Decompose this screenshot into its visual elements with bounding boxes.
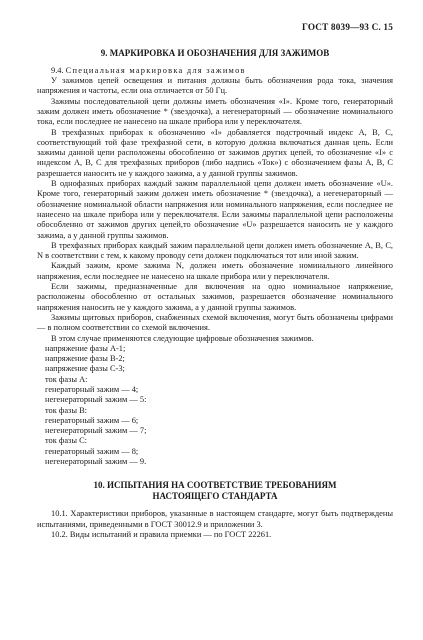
paragraph: В трехфазных приборах каждый зажим параллельной цепи должен иметь обозначение А, В, С, N в соответствии с тем, к какому проводу сети должен подключаться тот или иной зажим. (37, 240, 393, 261)
list-item: напряжение фазы В-2; (45, 354, 125, 364)
page-header: ГОСТ 8039—93 С. 15 (302, 22, 393, 32)
section-10-title-line2: НАСТОЯЩЕГО СТАНДАРТА (152, 490, 278, 501)
list-item: негенераторный зажим — 7; (45, 426, 147, 436)
paragraph: Зажимы щитовых приборов, снабженных схемой включения, могут быть обозначены цифрами — в полном соответствии со схемой включения. (37, 312, 393, 333)
list-item: генераторный зажим — 8; (45, 446, 139, 456)
list-item: ток фазы В: (45, 405, 87, 415)
paragraph: Зажимы последовательной цепи должны иметь обозначения «I». Кроме того, генераторный зажим должен иметь обозначение * (звездочка), а негенераторный — обозначение номинального тока, если последнее не нанесено на шкале прибора или у переключателя. (37, 96, 393, 127)
list-item: негенераторный зажим — 5: (45, 395, 147, 405)
paragraph: 10.2. Виды испытаний и правила приемки — по ГОСТ 22261. (51, 529, 272, 539)
clause-number: 9.4. (51, 65, 64, 75)
paragraph: 10.1. Характеристики приборов, указанные в настоящем стандарте, могут быть подтверждены испытаниями, приведенными в ГОСТ 30012.9 и приложении 3. (37, 509, 393, 529)
paragraph: В трехфазных приборах к обозначению «I» добавляется подстрочный индекс А, В, С, соответствующий той фазе трехфазной сети, в которую должна включаться данная цепь. Если зажимы данной цепи расположены обособленно от зажимов других цепей, то обозначение «I» с индексом А, В, С для трехфазных приборов (либо надпись «Ток») с обозначением фазы А, В, С разрешается наносить не у каждого зажима, а у данной группы зажимов. (37, 127, 393, 178)
section-10-title (37, 480, 393, 501)
paragraph: В этом случае применяются следующие цифровые обозначения зажимов. (51, 333, 314, 343)
section-9-title: 9. МАРКИРОВКА И ОБОЗНАЧЕНИЯ ДЛЯ ЗАЖИМОВ (100, 48, 330, 59)
list-item: ток фазы С: (45, 436, 87, 446)
paragraph: У зажимов цепей освещения и питания должны быть обозначения рода тока, значения напряжения и частоты, если она отличается от 50 Гц. (37, 76, 393, 96)
clause-9-4-heading (37, 66, 393, 76)
paragraph: Каждый зажим, кроме зажима N, должен иметь обозначение номинального линейного напряжения, если последнее не нанесено на шкале прибора или у переключателя. (37, 261, 393, 281)
terminal-designation-list (37, 344, 393, 468)
clause-heading-text: Специальная маркировка для зажимов (65, 65, 246, 75)
section-10-title-line1: 10. ИСПЫТАНИЯ НА СООТВЕТСТВИЕ ТРЕБОВАНИЯМ (93, 480, 337, 491)
list-item: напряжение фазы А-1; (45, 343, 126, 353)
list-item: генераторный зажим — 4; (45, 385, 139, 394)
list-item: генераторный зажим — 6; (45, 415, 139, 425)
list-item: негенераторный зажим — 9. (45, 457, 147, 467)
list-item: напряжение фазы С-3; (45, 364, 125, 374)
list-item: ток фазы А: (45, 374, 88, 384)
paragraph: Если зажимы, предназначенные для включения на одно номинальное напряжение, расположены обособленно от остальных зажимов, разрешается обозначение номинального напряжения наносить не у каждого зажима, а у данной группы зажимов. (37, 282, 393, 312)
paragraph: В однофазных приборах каждый зажим параллельной цепи должен иметь обозначение «U». Кроме того, генераторный зажим должен иметь обозначение * (звездочка), а негенераторный — обозначение номинальной области напряжения или номинального напряжения, если последнее не нанесено на шкале прибора или у переключателя. Если зажимы параллельной цепи расположены обособленно от зажимов других цепей,то обозначение «U» разрешается наносить не у каждого зажима, а у данной группы зажимов. (37, 179, 393, 240)
